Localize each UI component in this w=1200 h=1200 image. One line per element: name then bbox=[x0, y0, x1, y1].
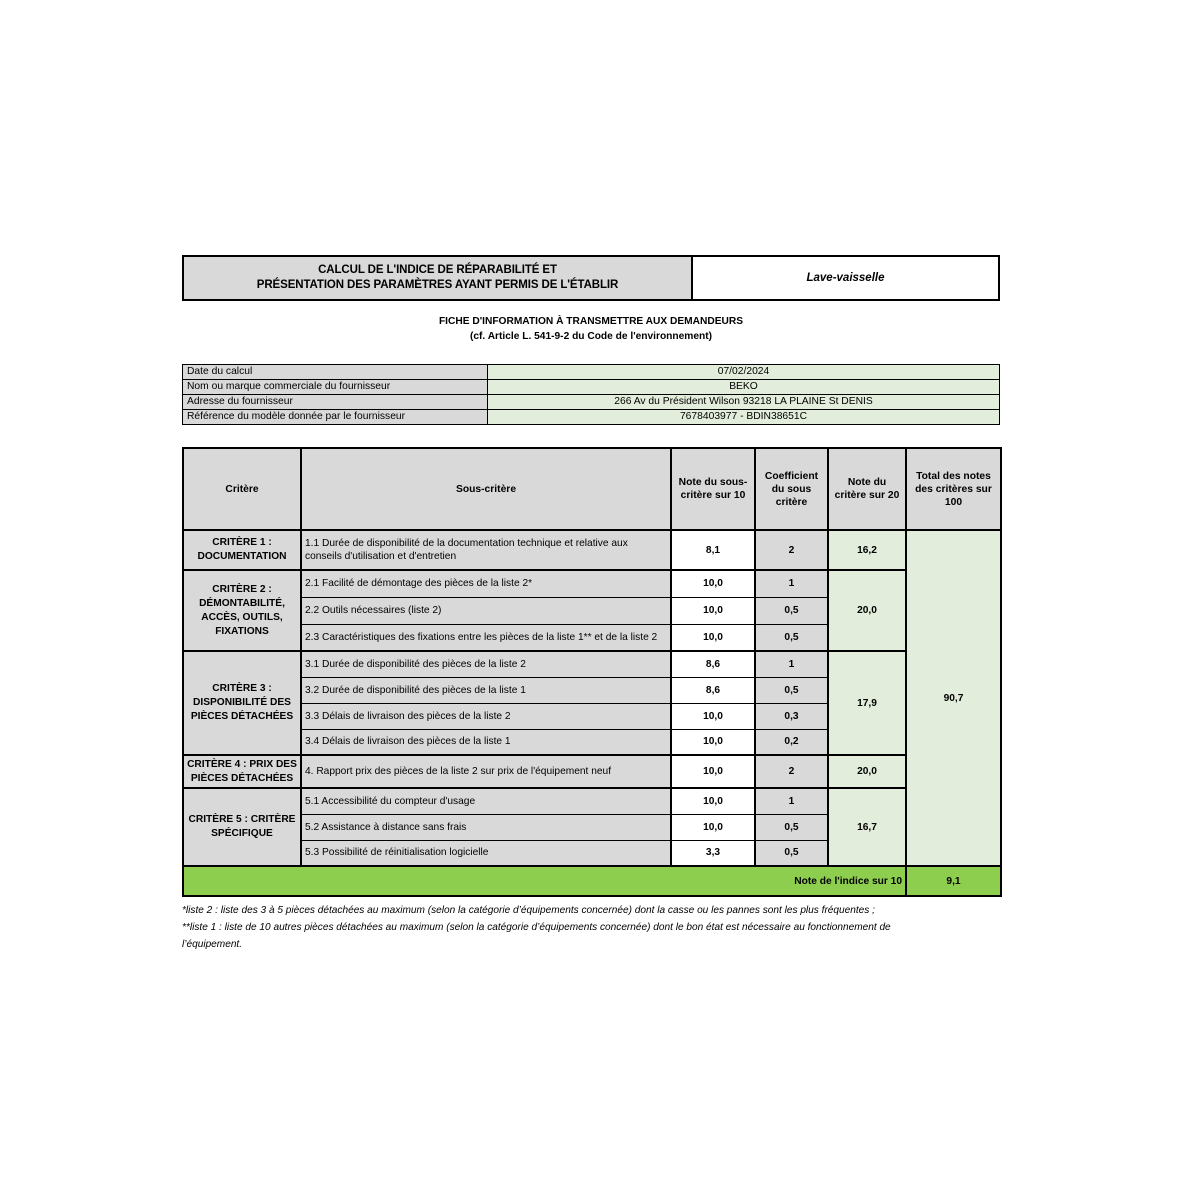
table-row bbox=[183, 788, 1001, 814]
footnote-line1: *liste 2 : liste des 3 à 5 pièces détachées au maximum (selon la catégorie d’équipements concernée) dont la casse ou les pannes sont les plus fréquentes ; bbox=[182, 905, 875, 916]
table-row bbox=[183, 651, 1001, 677]
subcriterion-note-2-1: 10,0 bbox=[671, 570, 755, 597]
subcriterion-desc-1-1: 1.1 Durée de disponibilité de la documentation technique et relative aux conseils d'utilisation et d'entretien bbox=[301, 530, 671, 570]
subcriterion-coef-3-4: 0,2 bbox=[755, 729, 828, 755]
subcriterion-desc-5-3: 5.3 Possibilité de réinitialisation logicielle bbox=[301, 840, 671, 866]
info-row-model bbox=[183, 410, 1000, 425]
scoring-table-body bbox=[183, 530, 1001, 896]
subcriterion-note-2-3: 10,0 bbox=[671, 624, 755, 651]
criterion-score-4: 20,0 bbox=[828, 755, 906, 788]
final-index-value: 9,1 bbox=[906, 866, 1001, 896]
table-row bbox=[183, 755, 1001, 788]
info-row-date bbox=[183, 365, 1000, 380]
subcriterion-coef-3-1: 1 bbox=[755, 651, 828, 677]
subcriterion-note-4-1: 10,0 bbox=[671, 755, 755, 788]
info-label-brand: Nom ou marque commerciale du fournisseur bbox=[183, 380, 488, 395]
col-header-sous-critere: Sous-critère bbox=[301, 448, 671, 530]
subcriterion-desc-3-2: 3.2 Durée de disponibilité des pièces de la liste 1 bbox=[301, 677, 671, 703]
subtitle-line2: (cf. Article L. 541-9-2 du Code de l'environnement) bbox=[469, 331, 713, 342]
document-title-line2: PRÉSENTATION DES PARAMÈTRES AYANT PERMIS DE L'ÉTABLIR bbox=[256, 279, 619, 291]
subcriterion-desc-2-1: 2.1 Facilité de démontage des pièces de la liste 2* bbox=[301, 570, 671, 597]
info-value-date: 07/02/2024 bbox=[488, 365, 1000, 380]
criterion-name-2: CRITÈRE 2 : DÉMONTABILITÉ, ACCÈS, OUTILS, FIXATIONS bbox=[183, 570, 301, 651]
col-header-note-critere: Note du critère sur 20 bbox=[828, 448, 906, 530]
subcriterion-coef-4-1: 2 bbox=[755, 755, 828, 788]
info-value-model: 7678403977 - BDIN38651C bbox=[488, 410, 1000, 425]
document-title-line1: CALCUL DE L'INDICE DE RÉPARABILITÉ ET bbox=[318, 264, 557, 276]
subcriterion-note-2-2: 10,0 bbox=[671, 597, 755, 624]
subcriterion-note-3-4: 10,0 bbox=[671, 729, 755, 755]
subcriterion-note-3-3: 10,0 bbox=[671, 703, 755, 729]
criterion-score-2: 20,0 bbox=[828, 570, 906, 651]
criterion-score-1: 16,2 bbox=[828, 530, 906, 570]
info-label-address: Adresse du fournisseur bbox=[183, 395, 488, 410]
criterion-name-4: CRITÈRE 4 : PRIX DES PIÈCES DÉTACHÉES bbox=[183, 755, 301, 788]
subcriterion-note-3-1: 8,6 bbox=[671, 651, 755, 677]
final-index-row bbox=[183, 866, 1001, 896]
subcriterion-desc-2-3: 2.3 Caractéristiques des fixations entre les pièces de la liste 1** et de la liste 2 bbox=[301, 624, 671, 651]
document-subtitle bbox=[182, 314, 1000, 344]
subtitle-line1: FICHE D'INFORMATION À TRANSMETTRE AUX DEMANDEURS bbox=[438, 316, 744, 327]
criterion-name-3: CRITÈRE 3 : DISPONIBILITÉ DES PIÈCES DÉTACHÉES bbox=[183, 651, 301, 755]
subcriterion-note-5-3: 3,3 bbox=[671, 840, 755, 866]
subcriterion-desc-5-1: 5.1 Accessibilité du compteur d'usage bbox=[301, 788, 671, 814]
scoring-table bbox=[182, 447, 1002, 897]
total-score-100: 90,7 bbox=[906, 530, 1001, 866]
col-header-note-sous-critere: Note du sous-critère sur 10 bbox=[671, 448, 755, 530]
info-row-address bbox=[183, 395, 1000, 410]
subcriterion-note-3-2: 8,6 bbox=[671, 677, 755, 703]
info-label-date: Date du calcul bbox=[183, 365, 488, 380]
subcriterion-coef-2-2: 0,5 bbox=[755, 597, 828, 624]
subcriterion-desc-4-1: 4. Rapport prix des pièces de la liste 2 sur prix de l'équipement neuf bbox=[301, 755, 671, 788]
footnotes bbox=[182, 902, 982, 953]
subcriterion-coef-3-3: 0,3 bbox=[755, 703, 828, 729]
footnote-line2: **liste 1 : liste de 10 autres pièces détachées au maximum (selon la catégorie d’équipements concernée) dont le bon état est nécessaire au fonctionnement de bbox=[182, 922, 891, 933]
subcriterion-coef-2-1: 1 bbox=[755, 570, 828, 597]
criterion-score-3: 17,9 bbox=[828, 651, 906, 755]
subcriterion-desc-3-4: 3.4 Délais de livraison des pièces de la liste 1 bbox=[301, 729, 671, 755]
criterion-name-5: CRITÈRE 5 : CRITÈRE SPÉCIFIQUE bbox=[183, 788, 301, 866]
title-block bbox=[182, 255, 1000, 301]
subcriterion-coef-5-3: 0,5 bbox=[755, 840, 828, 866]
col-header-total: Total des notes des critères sur 100 bbox=[906, 448, 1001, 530]
subcriterion-desc-2-2: 2.2 Outils nécessaires (liste 2) bbox=[301, 597, 671, 624]
subcriterion-coef-5-1: 1 bbox=[755, 788, 828, 814]
subcriterion-coef-3-2: 0,5 bbox=[755, 677, 828, 703]
subcriterion-desc-5-2: 5.2 Assistance à distance sans frais bbox=[301, 814, 671, 840]
subcriterion-desc-3-3: 3.3 Délais de livraison des pièces de la liste 2 bbox=[301, 703, 671, 729]
scoring-table-header-row bbox=[183, 448, 1001, 530]
subcriterion-coef-2-3: 0,5 bbox=[755, 624, 828, 651]
subcriterion-coef-1-1: 2 bbox=[755, 530, 828, 570]
subcriterion-desc-3-1: 3.1 Durée de disponibilité des pièces de la liste 2 bbox=[301, 651, 671, 677]
supplier-info-table bbox=[182, 364, 1000, 425]
info-label-model: Référence du modèle donnée par le fournisseur bbox=[183, 410, 488, 425]
table-row bbox=[183, 530, 1001, 570]
info-value-address: 266 Av du Président Wilson 93218 LA PLAINE St DENIS bbox=[488, 395, 1000, 410]
subcriterion-note-5-2: 10,0 bbox=[671, 814, 755, 840]
col-header-coefficient: Coefficient du sous critère bbox=[755, 448, 828, 530]
document-title bbox=[184, 257, 693, 299]
footnote-line3: l’équipement. bbox=[182, 939, 243, 950]
info-row-brand bbox=[183, 380, 1000, 395]
subcriterion-note-1-1: 8,1 bbox=[671, 530, 755, 570]
col-header-critere: Critère bbox=[183, 448, 301, 530]
product-type: Lave-vaisselle bbox=[693, 257, 998, 299]
table-row bbox=[183, 570, 1001, 597]
subcriterion-coef-5-2: 0,5 bbox=[755, 814, 828, 840]
subcriterion-note-5-1: 10,0 bbox=[671, 788, 755, 814]
criterion-name-1: CRITÈRE 1 : DOCUMENTATION bbox=[183, 530, 301, 570]
criterion-score-5: 16,7 bbox=[828, 788, 906, 866]
info-value-brand: BEKO bbox=[488, 380, 1000, 395]
final-index-label: Note de l'indice sur 10 bbox=[183, 866, 906, 896]
